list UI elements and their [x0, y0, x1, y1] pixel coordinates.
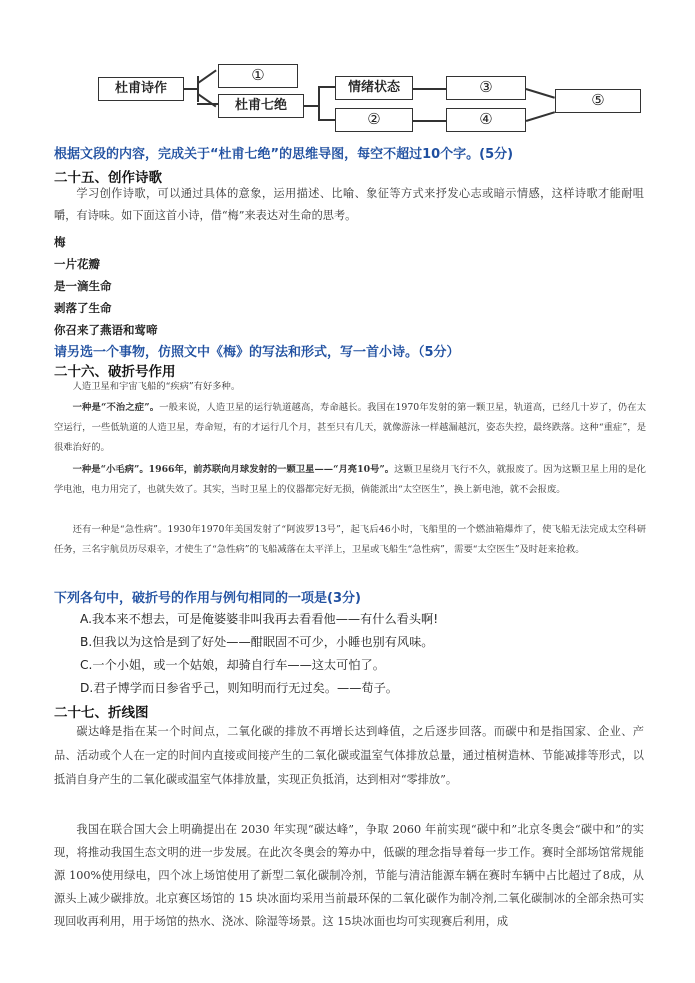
connector [413, 120, 446, 122]
sec26-p3-rest: 这颗卫星绕月飞行不久，就报废了。因为这颗卫星上用的是化学电池，电力用完了，也就失效了。其实，当时卫星上的仪器都完好无损，倘能派出“太空医生”，换上新电池，就不会报废。 [54, 464, 646, 495]
sec26-p2-rest: 一般来说，人造卫星的运行轨道越高，寿命越长。我国在1970年发射的第一颗卫星，轨道高，已经几十岁了，仍在太空运行，一些低轨道的人造卫星，寿命短，有的才运行几个月，甚至只有几天，就像游泳一样越漏越沉，姿态失控，最终跌落。这种“重症”，是很难治好的。 [54, 402, 646, 453]
poem-title: 梅 [54, 235, 66, 249]
connector [318, 86, 320, 120]
connector [198, 93, 217, 107]
poem-line-2: 是一滴生命 [54, 279, 112, 293]
section-heading-25: 二十五、创作诗歌 [54, 170, 162, 186]
poem-line-4: 你召来了燕语和莺啼 [54, 323, 158, 337]
q26-prompt: 下列各句中，破折号的作用与例句相同的一项是(3分) [54, 591, 361, 606]
mindmap-blank-2: ② [335, 108, 413, 132]
connector [526, 111, 555, 121]
connector [318, 119, 336, 121]
sec26-p3 [54, 460, 646, 500]
connector [184, 88, 198, 90]
mindmap-node-mood: 情绪状态 [335, 76, 413, 100]
option-b: B.但我以为这恰是到了好处——酣眠固不可少，小睡也别有风味。 [80, 635, 434, 649]
mindmap-blank-1: ① [218, 64, 298, 88]
option-d: D.君子博学而日参省乎己，则知明而行无过矣。——荀子。 [80, 681, 398, 695]
sec27-p2: 我国在联合国大会上明确提出在 2030 年实现“碳达峰”，争取 2060 年前实现“碳中和”北京冬奥会“碳中和”的实现，将推动我国生态文明的进一步发展。在此次冬奥会的筹办中，低碳的理念指导着每一步工作。赛时全部场馆常规能源 100%使用绿电，四个冰上场馆使用了新型二氧化碳制冷剂，节能与清洁能源车辆在赛时车辆中占比超过了8成，从源头上减少碳排放。北京赛区场馆的 15 块冰面均采用当前最环保的二氧化碳作为制冷剂,二氧化碳制冰的全部余热可实现回收再利用，用于场馆的热水、浇冰、除湿等场景。这 15块冰面也均可实现赛后利用，成 [54, 823, 644, 928]
mindmap-node-qijue: 杜甫七绝 [218, 94, 304, 118]
poem-line-3: 剥落了生命 [54, 301, 112, 315]
connector [318, 86, 336, 88]
mindmap-root-box: 杜甫诗作 [98, 77, 184, 101]
sec26-p2-lead: 一种是“不治之症”。 [72, 402, 160, 413]
connector [304, 105, 318, 107]
connector [197, 76, 199, 102]
connector [198, 70, 217, 84]
section-heading-27: 二十七、折线图 [54, 705, 149, 721]
option-c: C.一个小姐，或一个姑娘，却骑自行车——这太可怕了。 [80, 658, 385, 672]
mindmap-blank-4: ④ [446, 108, 526, 132]
option-a: A.我本来不想去，可是俺婆婆非叫我再去看看他——有什么看头啊! [80, 612, 439, 626]
sec27-p1: 碳达峰是指在某一个时间点，二氧化碳的排放不再增长达到峰值，之后逐步回落。而碳中和是指国家、企业、产品、活动或个人在一定的时间内直接或间接产生的二氧化碳或温室气体排放总量，通过植树造林、节能减排等形式，以抵消自身产生的二氧化碳或温室气体排放量，实现正负抵消，达到相对“零排放”。 [54, 725, 644, 786]
connector [413, 88, 446, 90]
q25-prompt: 根据文段的内容，完成关于“杜甫七绝”的思维导图，每空不超过10个字。(5分) [54, 147, 514, 162]
sec26-p1: 人造卫星和宇宙飞船的“疾病”有好多种。 [72, 381, 241, 392]
connector [526, 88, 555, 98]
section-heading-26: 二十六、破折号作用 [54, 364, 176, 380]
q25b-prompt: 请另选一个事物，仿照文中《梅》的写法和形式，写一首小诗。（5分） [54, 345, 460, 360]
mindmap-blank-3: ③ [446, 76, 526, 100]
sec26-p2 [54, 398, 646, 458]
sec25-intro: 学习创作诗歌，可以通过具体的意象，运用描述、比喻、象征等方式来抒发心志或暗示情感，这样诗歌才能耐咀嚼，有诗味。如下面这首小诗，借“梅”来表达对生命的思考。 [54, 187, 644, 222]
sec26-p4: 还有一种是“急性病”。1930年1970年美国发射了“阿波罗13号”，起飞后46小时，飞船里的一个燃油箱爆炸了，使飞船无法完成太空科研任务，三名宇航员历尽艰辛，才使生了“急性病”的飞船减落在太平洋上，卫星或飞船生“急性病”，需要“太空医生”及时赶来抢救。 [54, 524, 646, 555]
sec26-p3-lead: 一种是“小毛病”。1966年，前苏联向月球发射的一颗卫星——“月亮10号”。 [72, 464, 395, 475]
poem-line-1: 一片花瓣 [54, 257, 100, 271]
mindmap-blank-5: ⑤ [555, 89, 641, 113]
